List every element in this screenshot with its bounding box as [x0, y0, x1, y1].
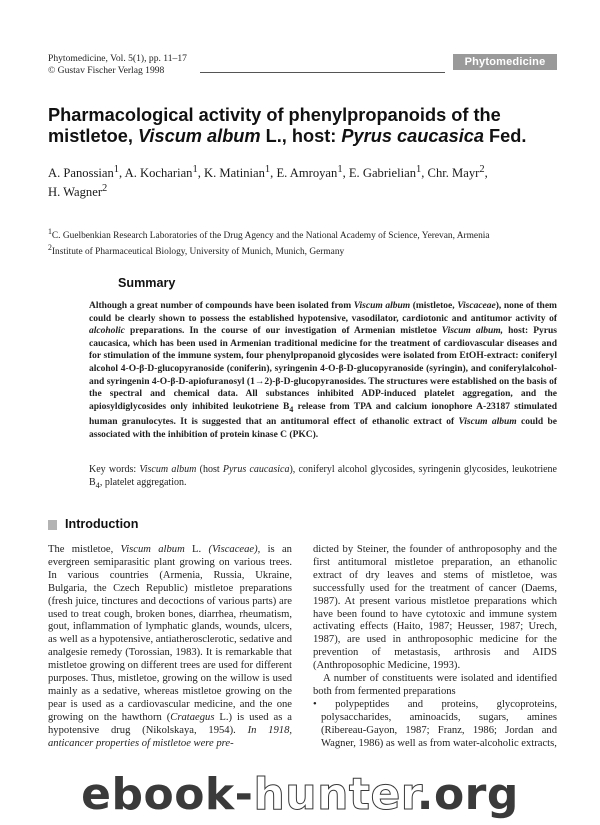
abstract-span: (mistletoe, — [410, 301, 458, 311]
journal-volume: Phytomedicine, Vol. 5(1), pp. 11–17 — [48, 53, 187, 64]
author-affil-mark: 1 — [416, 164, 422, 175]
keyword-subscript: 4 — [95, 480, 100, 490]
abstract-span: host: Pyrus caucasica, which has been used in Armenian traditional medicine for the treatment of cardiovascular diseases and for stimulation of the immune system, four phenylpropanoid glycosides were isolated from EtOH-extract: coniferyl alcohol 4-O-β-D-glucopyranoside (coniferin), syringenin 4-O-β-D-glucopyranoside (syringin), and coniferylalcohol- and syringenin 4-O-β-D-apiofuranosyl (1→2)-β-D-glucopyranosides. The structures were established on the basis of the spectral and chemical data. All substances inhibited ADP-induced platelet aggregation, and the apiosyldiglycosides only inhibited leukotriene B — [89, 326, 557, 412]
watermark-part: ebook- — [81, 769, 254, 820]
keyword-text: (host — [196, 464, 223, 475]
author-affil-mark: 1 — [113, 164, 120, 175]
affiliation-text: C. Guelbenkian Research Laboratories of the Drug Agency and the National Academy of Science, Yerevan, Armenia — [51, 231, 490, 242]
abstract-span: Although a great number of compounds have been isolated from — [89, 301, 354, 311]
summary-heading: Summary — [118, 276, 176, 290]
watermark-part: hunter — [253, 769, 417, 820]
intro-span: The mistletoe, — [48, 544, 121, 555]
author: H. Wagner — [48, 185, 103, 200]
affil-mark: 1 — [48, 227, 52, 236]
abstract-span: could be associated with the inhibition of protein kinase C (PKC). — [89, 417, 557, 440]
intro-paragraph: A number of constituents were isolated and identified both from fermented preparations — [313, 673, 557, 697]
keyword-italic: Pyrus caucasica — [222, 464, 290, 475]
column-left — [48, 544, 292, 751]
watermark-part: .org — [416, 769, 519, 820]
author-separator: , — [421, 166, 428, 181]
abstract-italic: Viscum album — [458, 417, 517, 428]
author-separator: , — [270, 166, 277, 181]
keyword-text: ), coniferyl alcohol glycosides, syringenin glycosides, leukotriene B — [89, 464, 557, 488]
keyword-text: , platelet aggregation. — [99, 476, 187, 488]
journal-citation — [48, 53, 187, 77]
column-right — [313, 544, 557, 751]
author-separator: , — [119, 166, 125, 181]
intro-italic: (Viscaceae), — [208, 544, 261, 555]
journal-badge: Phytomedicine — [453, 54, 557, 70]
affiliation-1 — [48, 226, 568, 242]
keyword-italic: Viscum album — [136, 464, 197, 475]
author: Chr. Mayr — [427, 166, 480, 181]
title-text-3: Fed. — [484, 126, 527, 146]
author-affil-mark: 1 — [192, 164, 198, 175]
intro-italic: In 1918, anticancer properties of mistletoe were pre- — [48, 724, 293, 749]
abstract-italic: Viscum album, — [441, 326, 504, 337]
title-italic-1: Viscum album — [137, 126, 261, 146]
abstract-span: preparations. In the course of our investigation of Armenian mistletoe — [124, 326, 442, 337]
author-affil-mark: 1 — [337, 164, 343, 175]
author: A. Kocharian — [124, 166, 193, 181]
journal-copyright: © Gustav Fischer Verlag 1998 — [48, 65, 165, 76]
abstract-text — [89, 300, 557, 441]
abstract-subscript: 4 — [289, 404, 294, 414]
author: K. Matinian — [204, 166, 265, 181]
author-list — [48, 162, 568, 200]
abstract-italic: Viscaceae — [457, 301, 496, 311]
header-rule — [200, 72, 445, 73]
introduction-heading: Introduction — [65, 517, 139, 531]
author-separator: , — [484, 166, 488, 181]
author: E. Amroyan — [276, 166, 338, 181]
intro-bullet: • polypeptides and proteins, glycoproteins, polysaccharides, aminoacids, sugars, amines (Ribereau-Gayon, 1987; Franz, 1986; Jordan and Wagner, 1986) as well as from water-alcoholic extracts, — [313, 698, 557, 749]
intro-paragraph — [48, 544, 292, 751]
intro-italic: Crataegus — [170, 711, 215, 723]
intro-span: L. — [184, 544, 209, 555]
title-text-2: L., host: — [260, 126, 342, 146]
affil-mark: 2 — [48, 243, 52, 253]
affiliation-text: Institute of Pharmaceutical Biology, University of Munich, Munich, Germany — [51, 247, 345, 258]
title-italic-2: Pyrus caucasica — [341, 126, 484, 146]
watermark — [0, 770, 600, 820]
author-affil-mark: 1 — [264, 164, 271, 175]
intro-italic: Viscum album — [120, 544, 185, 555]
title-text-1: Pharmacological activity of phenylpropanoids of the mistletoe, — [48, 105, 501, 146]
keywords-label: Key words: — [89, 464, 137, 475]
intro-span: is an evergreen semiparasitic plant growing on various trees. In various countries (Armenia, Russia, Ukraine, Bulgaria, the Czech Republic) mistletoe preparations (fresh juice, tinctures and decoctions of various parts) are used to treat cough, broken bones, diarrhea, rheumatism, gout, inflammation of lymphatic glands, wounds, ulcers, as well as a hypotensive, antiatherosclerotic, sedative and analgesie remedy (Torossian, 1983). It is remarkable that mistletoe growing on different trees are used for different purposes. Thus, mistletoe, growing on the willow is used mainly as a sedative, whereas mistletoe growing on the pear is used as a cardiovascular medicine, and the one growing on the hawthorn ( — [48, 544, 292, 723]
abstract-span: ), none of them could be clearly shown to possess the established hypotensive, vasodilator, cardiotonic and antitumor activity of — [89, 301, 557, 324]
author-affil-mark: 2 — [479, 164, 485, 175]
author-separator: , — [197, 166, 205, 181]
intro-span: L.) is used as a hypotensive drug (Nikolskaya, 1954). — [48, 711, 292, 736]
affiliations — [48, 226, 568, 258]
intro-paragraph: dicted by Steiner, the founder of anthroposophy and the first antitumoral mistletoe preparation, an ethanolic extract of dry leaves and stems of mistletoe, was successfully used for the treatment of cancer (Daems, 1987). At present various mistletoe preparations which have been found to have cytotoxic and immune system activating effects (Haito, 1987; Heusser, 1987; Urech, 1987), are used in anthroposophic medicine for the prevention of metastasis, arthrosis and AIDS (Anthroposophic Medicine, 1993). — [313, 544, 557, 672]
article-title — [48, 105, 568, 147]
keywords — [89, 464, 557, 492]
author: A. Panossian — [48, 166, 114, 181]
affiliation-2 — [48, 242, 568, 258]
author: E. Gabrielian — [348, 166, 416, 181]
abstract-span: release from TPA and calcium ionophore A-23187 stimulated human granulocytes. It is suggested that an antitumoral effect of ethanolic extract of — [89, 401, 558, 428]
section-marker-icon — [48, 520, 57, 530]
author-affil-mark: 2 — [102, 183, 108, 195]
author-separator: , — [342, 166, 349, 181]
abstract-italic: Viscum album — [353, 301, 411, 311]
abstract-italic: alcoholic — [89, 326, 125, 337]
